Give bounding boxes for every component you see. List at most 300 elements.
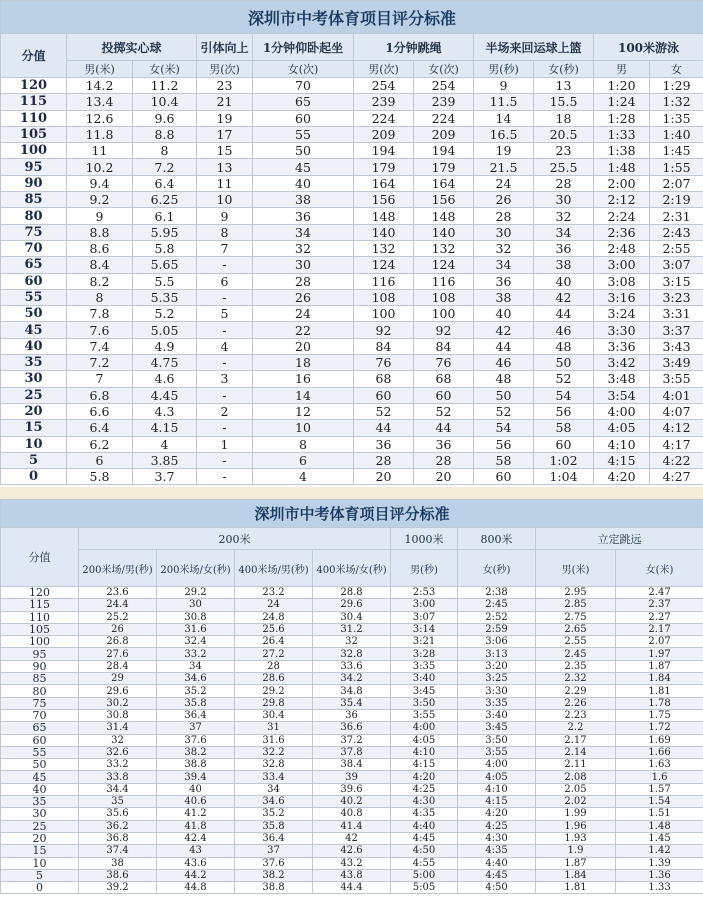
value-cell: 37.2 bbox=[313, 734, 391, 746]
value-cell: 34.4 bbox=[79, 783, 157, 795]
value-cell: 3:35 bbox=[458, 697, 536, 709]
value-cell: 31.6 bbox=[157, 623, 235, 635]
value-cell: 26 bbox=[79, 623, 157, 635]
value-cell: 7.8 bbox=[67, 306, 133, 322]
value-cell: 4:20 bbox=[391, 771, 458, 783]
value-cell: 14 bbox=[474, 110, 534, 126]
value-cell: 2.02 bbox=[536, 796, 616, 808]
value-cell: 14.2 bbox=[67, 78, 133, 94]
value-cell: 4:00 bbox=[594, 403, 650, 419]
table-row bbox=[1, 869, 703, 881]
value-cell: 156 bbox=[414, 192, 474, 208]
value-cell: - bbox=[197, 289, 253, 305]
value-cell: 3:40 bbox=[458, 709, 536, 721]
value-cell: 41.8 bbox=[157, 820, 235, 832]
score-cell: 100 bbox=[1, 143, 67, 159]
value-cell: 31.6 bbox=[235, 734, 313, 746]
value-cell: 2.75 bbox=[536, 611, 616, 623]
value-cell: 132 bbox=[354, 240, 414, 256]
value-cell: 10 bbox=[253, 420, 354, 436]
value-cell: 39.2 bbox=[79, 882, 157, 894]
value-cell: 4:17 bbox=[650, 436, 703, 452]
value-cell: 2:43 bbox=[650, 224, 703, 240]
value-cell: 3:49 bbox=[650, 355, 703, 371]
value-cell: 22 bbox=[253, 322, 354, 338]
value-cell: 30 bbox=[534, 192, 594, 208]
value-cell: 37 bbox=[235, 845, 313, 857]
value-cell: 60 bbox=[253, 110, 354, 126]
value-cell: 2.11 bbox=[536, 759, 616, 771]
value-cell: 4.45 bbox=[133, 387, 197, 403]
table2-group-1000m: 1000米 bbox=[391, 528, 458, 550]
value-cell: 164 bbox=[354, 175, 414, 191]
table-row bbox=[1, 273, 703, 289]
value-cell: 3:15 bbox=[650, 273, 703, 289]
value-cell: 3:43 bbox=[650, 338, 703, 354]
value-cell: 40.6 bbox=[157, 796, 235, 808]
table2-group-longjump: 立定跳远 bbox=[536, 528, 703, 550]
score-cell: 80 bbox=[1, 208, 67, 224]
value-cell: 8.2 bbox=[67, 273, 133, 289]
table-row bbox=[1, 371, 703, 387]
value-cell: 3:06 bbox=[458, 636, 536, 648]
value-cell: 116 bbox=[414, 273, 474, 289]
value-cell: 31 bbox=[235, 722, 313, 734]
value-cell: 33.8 bbox=[79, 771, 157, 783]
value-cell: 38.6 bbox=[79, 869, 157, 881]
value-cell: 26 bbox=[474, 192, 534, 208]
table-row bbox=[1, 240, 703, 256]
value-cell: 60 bbox=[474, 469, 534, 485]
value-cell: 34 bbox=[253, 224, 354, 240]
table-row bbox=[1, 623, 703, 635]
table2-score-header: 分值 bbox=[1, 528, 79, 587]
table1-subheader: 女(次) bbox=[414, 61, 474, 78]
value-cell: 2:59 bbox=[458, 623, 536, 635]
value-cell: 3:13 bbox=[458, 648, 536, 660]
score-cell: 95 bbox=[1, 648, 79, 660]
value-cell: 1.84 bbox=[536, 869, 616, 881]
table2-title: 深圳市中考体育项目评分标准 bbox=[1, 500, 703, 528]
value-cell: 194 bbox=[414, 143, 474, 159]
value-cell: 13 bbox=[534, 78, 594, 94]
value-cell: 92 bbox=[414, 322, 474, 338]
value-cell: 44 bbox=[474, 338, 534, 354]
value-cell: 28.8 bbox=[313, 587, 391, 599]
table-row bbox=[1, 192, 703, 208]
table-row bbox=[1, 355, 703, 371]
value-cell: 41.2 bbox=[157, 808, 235, 820]
value-cell: 164 bbox=[414, 175, 474, 191]
value-cell: 2:12 bbox=[594, 192, 650, 208]
value-cell: 58 bbox=[474, 452, 534, 468]
value-cell: 4:01 bbox=[650, 387, 703, 403]
value-cell: 35.8 bbox=[235, 820, 313, 832]
table-row bbox=[1, 845, 703, 857]
table1-group-shotput: 投掷实心球 bbox=[67, 34, 197, 61]
value-cell: 21 bbox=[197, 94, 253, 110]
value-cell: 7.4 bbox=[67, 338, 133, 354]
value-cell: 1.78 bbox=[616, 697, 703, 709]
score-cell: 40 bbox=[1, 783, 79, 795]
table-row bbox=[1, 685, 703, 697]
table-row bbox=[1, 587, 703, 599]
value-cell: 68 bbox=[354, 371, 414, 387]
table2-subheader: 男(秒) bbox=[391, 550, 458, 587]
value-cell: 28 bbox=[474, 208, 534, 224]
value-cell: 1.87 bbox=[616, 660, 703, 672]
table2-subheader: 男(米) bbox=[536, 550, 616, 587]
value-cell: 36.8 bbox=[79, 832, 157, 844]
value-cell: 8 bbox=[197, 224, 253, 240]
value-cell: 33.4 bbox=[235, 771, 313, 783]
table1-subheader: 女(米) bbox=[133, 61, 197, 78]
value-cell: 2.08 bbox=[536, 771, 616, 783]
value-cell: 1.48 bbox=[616, 820, 703, 832]
table1-subheader: 女(秒) bbox=[534, 61, 594, 78]
value-cell: 1.69 bbox=[616, 734, 703, 746]
value-cell: 30 bbox=[253, 257, 354, 273]
value-cell: 4 bbox=[133, 436, 197, 452]
value-cell: 2.32 bbox=[536, 673, 616, 685]
value-cell: 84 bbox=[354, 338, 414, 354]
value-cell: 2:07 bbox=[650, 175, 703, 191]
value-cell: 4:40 bbox=[458, 857, 536, 869]
table-row bbox=[1, 159, 703, 175]
table-row bbox=[1, 78, 703, 94]
score-cell: 0 bbox=[1, 882, 79, 894]
value-cell: 4:05 bbox=[594, 420, 650, 436]
value-cell: 4 bbox=[197, 338, 253, 354]
value-cell: 2.55 bbox=[536, 636, 616, 648]
table1-subheader: 女 bbox=[650, 61, 703, 78]
value-cell: 148 bbox=[414, 208, 474, 224]
value-cell: 25.6 bbox=[235, 623, 313, 635]
score-cell: 35 bbox=[1, 796, 79, 808]
value-cell: 37.6 bbox=[157, 734, 235, 746]
table1-subheader: 男(秒) bbox=[474, 61, 534, 78]
score-cell: 5 bbox=[1, 452, 67, 468]
value-cell: 50 bbox=[534, 355, 594, 371]
value-cell: 42.6 bbox=[313, 845, 391, 857]
value-cell: 124 bbox=[354, 257, 414, 273]
table-row bbox=[1, 257, 703, 273]
value-cell: 1.63 bbox=[616, 759, 703, 771]
value-cell: 1.84 bbox=[616, 673, 703, 685]
value-cell: 34 bbox=[534, 224, 594, 240]
value-cell: 2:24 bbox=[594, 208, 650, 224]
value-cell: 6.4 bbox=[133, 175, 197, 191]
table2-group-800m: 800米 bbox=[458, 528, 536, 550]
value-cell: 38 bbox=[79, 857, 157, 869]
value-cell: 34.6 bbox=[157, 673, 235, 685]
value-cell: 9 bbox=[197, 208, 253, 224]
score-cell: 5 bbox=[1, 869, 79, 881]
value-cell: 4.75 bbox=[133, 355, 197, 371]
table1-group-swim: 100米游泳 bbox=[594, 34, 703, 61]
value-cell: 8.4 bbox=[67, 257, 133, 273]
value-cell: 25.5 bbox=[534, 159, 594, 175]
value-cell: 45 bbox=[253, 159, 354, 175]
value-cell: 3:50 bbox=[458, 734, 536, 746]
value-cell: 1.57 bbox=[616, 783, 703, 795]
value-cell: 52 bbox=[534, 371, 594, 387]
value-cell: 11.2 bbox=[133, 78, 197, 94]
value-cell: 25.2 bbox=[79, 611, 157, 623]
value-cell: 35 bbox=[79, 796, 157, 808]
value-cell: 108 bbox=[354, 289, 414, 305]
value-cell: 36.4 bbox=[235, 832, 313, 844]
table-row bbox=[1, 759, 703, 771]
value-cell: 1:38 bbox=[594, 143, 650, 159]
value-cell: 4:30 bbox=[458, 832, 536, 844]
value-cell: 2:36 bbox=[594, 224, 650, 240]
value-cell: 32.2 bbox=[235, 746, 313, 758]
value-cell: 36.4 bbox=[157, 709, 235, 721]
value-cell: 5.8 bbox=[133, 240, 197, 256]
value-cell: 1.96 bbox=[536, 820, 616, 832]
value-cell: 44.2 bbox=[157, 869, 235, 881]
value-cell: 34.2 bbox=[313, 673, 391, 685]
value-cell: 17 bbox=[197, 126, 253, 142]
value-cell: 42 bbox=[313, 832, 391, 844]
value-cell: 3:36 bbox=[594, 338, 650, 354]
value-cell: 29.2 bbox=[157, 587, 235, 599]
value-cell: 4:27 bbox=[650, 469, 703, 485]
table1-subheader: 女(次) bbox=[253, 61, 354, 78]
value-cell: 9.6 bbox=[133, 110, 197, 126]
value-cell: 124 bbox=[414, 257, 474, 273]
value-cell: 32.4 bbox=[157, 636, 235, 648]
value-cell: 32.8 bbox=[313, 648, 391, 660]
value-cell: 132 bbox=[414, 240, 474, 256]
table-row bbox=[1, 420, 703, 436]
value-cell: 11 bbox=[67, 143, 133, 159]
value-cell: 36 bbox=[474, 273, 534, 289]
value-cell: 26.8 bbox=[79, 636, 157, 648]
score-cell: 120 bbox=[1, 587, 79, 599]
value-cell: 38.2 bbox=[235, 869, 313, 881]
table-row bbox=[1, 722, 703, 734]
value-cell: 44.4 bbox=[313, 882, 391, 894]
value-cell: 2.17 bbox=[536, 734, 616, 746]
value-cell: 32 bbox=[534, 208, 594, 224]
table-row bbox=[1, 126, 703, 142]
value-cell: 11 bbox=[197, 175, 253, 191]
value-cell: 6 bbox=[197, 273, 253, 289]
value-cell: 28.6 bbox=[235, 673, 313, 685]
value-cell: 1:55 bbox=[650, 159, 703, 175]
value-cell: 50 bbox=[253, 143, 354, 159]
value-cell: 3:07 bbox=[650, 257, 703, 273]
value-cell: 52 bbox=[354, 403, 414, 419]
table-row bbox=[1, 224, 703, 240]
value-cell: 9 bbox=[474, 78, 534, 94]
value-cell: 44 bbox=[534, 306, 594, 322]
value-cell: 4 bbox=[253, 469, 354, 485]
value-cell: 39.6 bbox=[313, 783, 391, 795]
score-cell: 110 bbox=[1, 110, 67, 126]
value-cell: 34.6 bbox=[235, 796, 313, 808]
value-cell: 12.6 bbox=[67, 110, 133, 126]
value-cell: 23.2 bbox=[235, 587, 313, 599]
value-cell: 35.2 bbox=[157, 685, 235, 697]
value-cell: 34.8 bbox=[313, 685, 391, 697]
score-cell: 20 bbox=[1, 832, 79, 844]
value-cell: 14 bbox=[253, 387, 354, 403]
table-row bbox=[1, 306, 703, 322]
value-cell: 38.4 bbox=[313, 759, 391, 771]
table1-group-pullup: 引体向上 bbox=[197, 34, 253, 61]
value-cell: 37.4 bbox=[79, 845, 157, 857]
table-row bbox=[1, 322, 703, 338]
table-row bbox=[1, 175, 703, 191]
table1-score-header: 分值 bbox=[1, 34, 67, 78]
value-cell: 4:55 bbox=[391, 857, 458, 869]
value-cell: 108 bbox=[414, 289, 474, 305]
value-cell: 33.2 bbox=[157, 648, 235, 660]
value-cell: 224 bbox=[354, 110, 414, 126]
value-cell: 11.5 bbox=[474, 94, 534, 110]
value-cell: 4.9 bbox=[133, 338, 197, 354]
value-cell: 60 bbox=[354, 387, 414, 403]
value-cell: 27.6 bbox=[79, 648, 157, 660]
value-cell: 32 bbox=[313, 636, 391, 648]
value-cell: 9 bbox=[67, 208, 133, 224]
value-cell: 37.8 bbox=[313, 746, 391, 758]
value-cell: 3:21 bbox=[391, 636, 458, 648]
table-row bbox=[1, 143, 703, 159]
score-cell: 95 bbox=[1, 159, 67, 175]
value-cell: 26 bbox=[253, 289, 354, 305]
table-row bbox=[1, 808, 703, 820]
value-cell: 52 bbox=[414, 403, 474, 419]
score-cell: 30 bbox=[1, 371, 67, 387]
value-cell: 3:00 bbox=[391, 599, 458, 611]
value-cell: 3:55 bbox=[391, 709, 458, 721]
value-cell: 4:25 bbox=[458, 820, 536, 832]
value-cell: 92 bbox=[354, 322, 414, 338]
value-cell: 84 bbox=[414, 338, 474, 354]
value-cell: - bbox=[197, 469, 253, 485]
value-cell: 1.97 bbox=[616, 648, 703, 660]
value-cell: 6.8 bbox=[67, 387, 133, 403]
score-cell: 45 bbox=[1, 322, 67, 338]
value-cell: 3:30 bbox=[594, 322, 650, 338]
score-cell: 115 bbox=[1, 94, 67, 110]
value-cell: 179 bbox=[354, 159, 414, 175]
value-cell: 4:12 bbox=[650, 420, 703, 436]
value-cell: 37.6 bbox=[235, 857, 313, 869]
table1-group-basketball: 半场来回运球上篮 bbox=[474, 34, 594, 61]
value-cell: 3:48 bbox=[594, 371, 650, 387]
value-cell: 20 bbox=[253, 338, 354, 354]
score-cell: 10 bbox=[1, 436, 67, 452]
table1-group-situp: 1分钟仰卧起坐 bbox=[253, 34, 354, 61]
value-cell: 5.95 bbox=[133, 224, 197, 240]
table-row bbox=[1, 673, 703, 685]
value-cell: 4:20 bbox=[594, 469, 650, 485]
score-cell: 20 bbox=[1, 403, 67, 419]
value-cell: 1:20 bbox=[594, 78, 650, 94]
score-cell: 65 bbox=[1, 722, 79, 734]
table-row bbox=[1, 387, 703, 403]
score-cell: 55 bbox=[1, 289, 67, 305]
value-cell: 2.26 bbox=[536, 697, 616, 709]
value-cell: 28 bbox=[414, 452, 474, 468]
value-cell: 39 bbox=[313, 771, 391, 783]
value-cell: 32 bbox=[79, 734, 157, 746]
value-cell: 7.2 bbox=[67, 355, 133, 371]
table2-subheader: 400米场/男(秒) bbox=[235, 550, 313, 587]
value-cell: 3:40 bbox=[391, 673, 458, 685]
value-cell: 3 bbox=[197, 371, 253, 387]
value-cell: 34 bbox=[235, 783, 313, 795]
value-cell: 41.4 bbox=[313, 820, 391, 832]
table-divider bbox=[0, 487, 703, 499]
value-cell: 8 bbox=[253, 436, 354, 452]
table-row bbox=[1, 697, 703, 709]
value-cell: 30 bbox=[157, 599, 235, 611]
score-cell: 10 bbox=[1, 857, 79, 869]
value-cell: 3:20 bbox=[458, 660, 536, 672]
score-cell: 120 bbox=[1, 78, 67, 94]
table-row bbox=[1, 611, 703, 623]
score-cell: 30 bbox=[1, 808, 79, 820]
table-row bbox=[1, 857, 703, 869]
score-cell: 55 bbox=[1, 746, 79, 758]
value-cell: 36 bbox=[354, 436, 414, 452]
value-cell: 239 bbox=[354, 94, 414, 110]
value-cell: 43 bbox=[157, 845, 235, 857]
value-cell: - bbox=[197, 355, 253, 371]
value-cell: 239 bbox=[414, 94, 474, 110]
value-cell: 38 bbox=[253, 192, 354, 208]
value-cell: 2:00 bbox=[594, 175, 650, 191]
value-cell: 1 bbox=[197, 436, 253, 452]
value-cell: 4:15 bbox=[594, 452, 650, 468]
value-cell: 70 bbox=[253, 78, 354, 94]
value-cell: 1:02 bbox=[534, 452, 594, 468]
value-cell: 42 bbox=[474, 322, 534, 338]
value-cell: 10.4 bbox=[133, 94, 197, 110]
value-cell: 60 bbox=[414, 387, 474, 403]
value-cell: 9.4 bbox=[67, 175, 133, 191]
value-cell: 2.35 bbox=[536, 660, 616, 672]
value-cell: 1:29 bbox=[650, 78, 703, 94]
value-cell: 24 bbox=[253, 306, 354, 322]
value-cell: 9.2 bbox=[67, 192, 133, 208]
value-cell: 3:54 bbox=[594, 387, 650, 403]
value-cell: 2:38 bbox=[458, 587, 536, 599]
value-cell: - bbox=[197, 257, 253, 273]
value-cell: 5.05 bbox=[133, 322, 197, 338]
value-cell: 56 bbox=[474, 436, 534, 452]
table-row bbox=[1, 734, 703, 746]
value-cell: 1:40 bbox=[650, 126, 703, 142]
value-cell: 4:05 bbox=[391, 734, 458, 746]
value-cell: 4:50 bbox=[391, 845, 458, 857]
table-row bbox=[1, 820, 703, 832]
table-row bbox=[1, 746, 703, 758]
score-cell: 105 bbox=[1, 623, 79, 635]
value-cell: 40.8 bbox=[313, 808, 391, 820]
value-cell: 3:16 bbox=[594, 289, 650, 305]
value-cell: - bbox=[197, 452, 253, 468]
value-cell: 36.6 bbox=[313, 722, 391, 734]
value-cell: 38 bbox=[534, 257, 594, 273]
value-cell: 31.4 bbox=[79, 722, 157, 734]
